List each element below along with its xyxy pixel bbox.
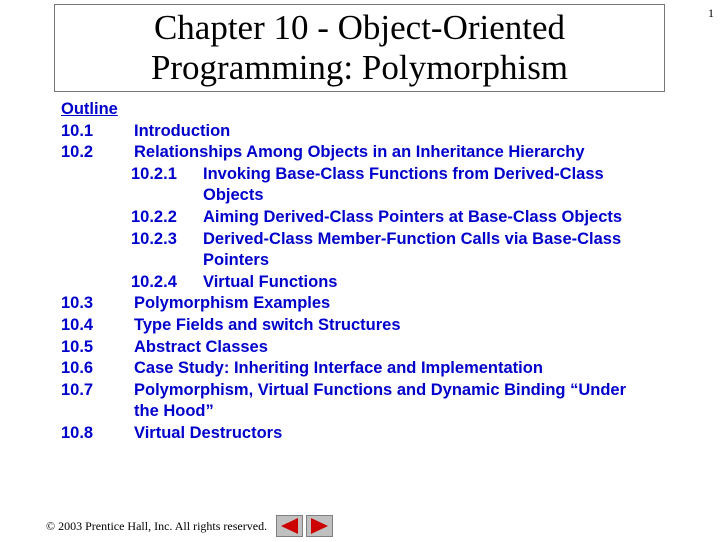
outline-heading: Outline <box>61 100 118 118</box>
outline-number: 10.4 <box>61 315 94 334</box>
left-triangle-icon <box>276 515 303 537</box>
outline-subtext: Virtual Functions <box>203 272 338 291</box>
outline-subitem-continued <box>61 250 701 272</box>
slide-title-line-1: Chapter 10 - Object-Oriented <box>153 8 566 47</box>
outline-heading-row <box>61 99 701 121</box>
copyright-footer: © 2003 Prentice Hall, Inc. All rights reserved. <box>46 519 268 533</box>
outline-text: Polymorphism Examples <box>134 294 331 313</box>
outline-number: 10.8 <box>61 423 94 442</box>
outline-item-continued <box>61 401 701 423</box>
outline-item <box>61 423 701 445</box>
outline-subitem-continued <box>61 185 701 207</box>
outline-subnumber: 10.2.3 <box>131 229 177 248</box>
outline-text: Polymorphism, Virtual Functions and Dynamic Binding “Under <box>134 380 627 399</box>
page-number: 1 <box>708 6 714 20</box>
outline-subtext: Aiming Derived-Class Pointers at Base-Class Objects <box>203 207 623 226</box>
outline-item <box>61 121 701 143</box>
outline-text: Abstract Classes <box>134 337 268 356</box>
outline-number: 10.2 <box>61 143 94 162</box>
outline-text: Case Study: Inheriting Interface and Implementation <box>134 359 543 378</box>
outline-text: Type Fields and switch Structures <box>134 315 401 334</box>
outline-item <box>61 293 701 315</box>
slide-title <box>54 4 665 92</box>
outline-subitem <box>61 272 701 294</box>
next-slide-button[interactable] <box>306 515 333 537</box>
outline-number: 10.3 <box>61 294 94 313</box>
outline-item <box>61 337 701 359</box>
outline-text: Introduction <box>134 121 231 140</box>
slide-title-line-2: Programming: Polymorphism <box>150 48 569 87</box>
outline-subtext: Derived-Class Member-Function Calls via Base-Class <box>203 229 622 248</box>
outline-number: 10.5 <box>61 337 94 356</box>
outline-item <box>61 380 701 402</box>
outline-number: 10.7 <box>61 380 94 399</box>
outline-subnumber: 10.2.2 <box>131 207 177 226</box>
outline-number: 10.6 <box>61 359 94 378</box>
outline <box>61 99 701 445</box>
outline-number: 10.1 <box>61 121 94 140</box>
outline-item <box>61 315 701 337</box>
outline-subnumber: 10.2.4 <box>131 272 177 291</box>
outline-text: Relationships Among Objects in an Inheritance Hierarchy <box>134 143 585 162</box>
outline-subtext: Invoking Base-Class Functions from Derived-Class <box>203 164 604 183</box>
previous-slide-button[interactable] <box>276 515 303 537</box>
outline-subnumber: 10.2.1 <box>131 164 177 183</box>
outline-subtext: Pointers <box>203 251 270 270</box>
outline-subtext: Objects <box>203 186 264 205</box>
outline-text: Virtual Destructors <box>134 423 283 442</box>
outline-subitem <box>61 229 701 251</box>
outline-subitem <box>61 207 701 229</box>
outline-text: the Hood” <box>134 402 214 421</box>
outline-item <box>61 358 701 380</box>
outline-subitem <box>61 164 701 186</box>
outline-item <box>61 142 701 164</box>
right-triangle-icon <box>306 515 333 537</box>
